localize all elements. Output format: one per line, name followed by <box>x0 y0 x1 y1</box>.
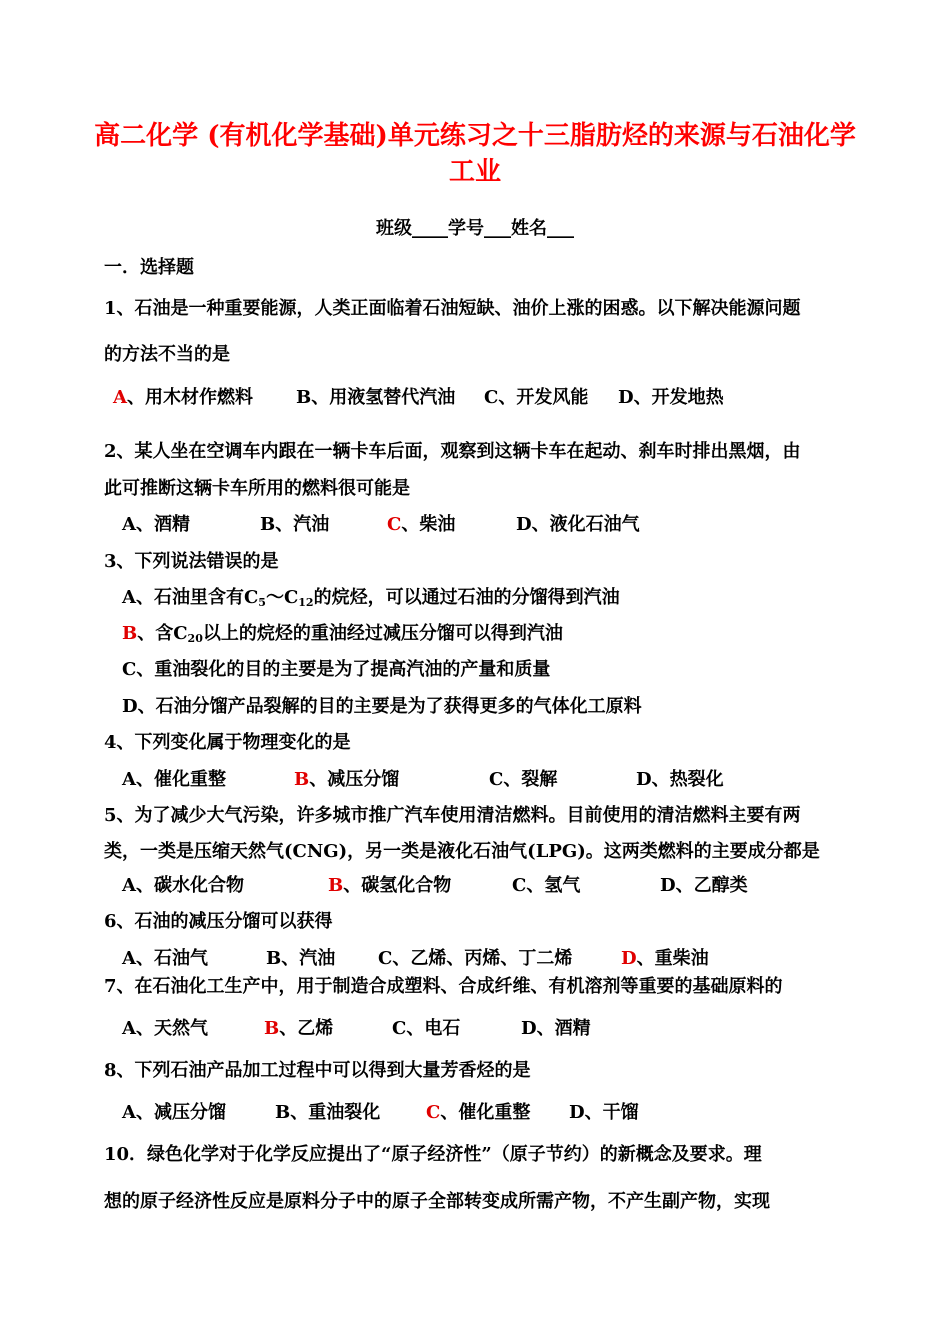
option-a <box>122 768 226 792</box>
option-text: 、酒精 <box>536 1018 591 1039</box>
option-a <box>122 586 620 615</box>
option-text: 、柴油 <box>401 514 456 535</box>
question-5-line2: 类，一类是压缩天然气(CNG)，另一类是液化石油气(LPG)。这两类燃料的主要成分都是 <box>104 841 820 862</box>
option-letter: A <box>122 1018 136 1039</box>
option-letter: B <box>266 948 282 969</box>
option-text: 、乙醇类 <box>675 875 748 896</box>
document-title-line2: 工业 <box>448 157 501 187</box>
option-letter: D <box>618 387 634 408</box>
option-c <box>489 768 557 792</box>
option-letter: C <box>489 769 504 790</box>
option-text: 、石油里含有C <box>135 587 259 608</box>
option-text: 、汽油 <box>275 514 330 535</box>
option-b <box>275 1101 380 1125</box>
answer-letter: A <box>113 387 127 408</box>
option-b <box>260 513 329 537</box>
option-d <box>621 947 709 971</box>
option-letter: D <box>636 769 652 790</box>
option-letter: A <box>122 514 136 535</box>
option-c <box>426 1101 530 1125</box>
option-text: 、热裂化 <box>651 769 724 790</box>
option-b <box>294 768 399 792</box>
question-2-line2: 此可推断这辆卡车所用的燃料很可能是 <box>104 478 410 499</box>
option-letter: A <box>122 769 136 790</box>
option-letter: C <box>484 387 499 408</box>
option-letter: A <box>122 948 136 969</box>
answer-letter: B <box>122 623 138 644</box>
option-text: 、重油裂化 <box>290 1102 381 1123</box>
option-text: 、用液氢替代汽油 <box>311 387 456 408</box>
answer-letter: C <box>387 514 402 535</box>
option-b <box>122 622 563 651</box>
question-5-line1: 5、为了减少大气污染，许多城市推广汽车使用清洁燃料。目前使用的清洁燃料主要有两 <box>104 805 801 826</box>
question-3-line1: 3、下列说法错误的是 <box>104 551 279 572</box>
option-d <box>521 1017 591 1041</box>
option-d <box>569 1101 639 1125</box>
question-10-line1: 10．绿色化学对于化学反应提出了“原子经济性”（原子节约）的新概念及要求。理 <box>104 1144 762 1165</box>
option-text: 、石油气 <box>135 948 208 969</box>
answer-letter: B <box>328 875 344 896</box>
question-1-line2: 的方法不当的是 <box>104 344 230 365</box>
option-d <box>618 386 724 410</box>
question-1-line1: 1、石油是一种重要能源，人类正面临着石油短缺、油价上涨的困惑。以下解决能源问题 <box>104 298 801 319</box>
option-letter: D <box>521 1018 537 1039</box>
option-a <box>122 874 244 898</box>
option-c <box>122 658 550 682</box>
option-d <box>516 513 640 537</box>
option-text: 、重油裂化的目的主要是为了提高汽油的产量和质量 <box>136 659 551 680</box>
option-letter: D <box>122 696 138 717</box>
option-text: 、电石 <box>406 1018 461 1039</box>
answer-letter: C <box>426 1102 441 1123</box>
option-text: 、石油分馏产品裂解的目的主要是为了获得更多的气体化工原料 <box>137 696 642 717</box>
option-text: 、碳水化合物 <box>135 875 244 896</box>
subscript: 20 <box>187 632 203 645</box>
option-letter: A <box>122 1102 136 1123</box>
option-letter: D <box>516 514 532 535</box>
option-text: 、天然气 <box>135 1018 208 1039</box>
option-text: 、干馏 <box>584 1102 639 1123</box>
option-c <box>378 947 572 971</box>
answer-letter: B <box>264 1018 280 1039</box>
option-text: 、含C <box>137 623 188 644</box>
answer-letter: B <box>294 769 310 790</box>
option-b <box>296 386 455 410</box>
option-letter: B <box>260 514 276 535</box>
option-b <box>328 874 451 898</box>
option-text: 、酒精 <box>135 514 190 535</box>
option-letter: C <box>392 1018 407 1039</box>
option-text: 、碳氢化合物 <box>343 875 452 896</box>
option-text: 、用木材作燃料 <box>126 387 253 408</box>
section-heading: 一．选择题 <box>104 257 194 278</box>
option-text: 、开发风能 <box>498 387 589 408</box>
option-text: 、裂解 <box>503 769 558 790</box>
option-letter: C <box>122 659 137 680</box>
option-text: 以上的烷烃的重油经过减压分馏可以得到汽油 <box>202 623 563 644</box>
question-8-line1: 8、下列石油产品加工过程中可以得到大量芳香烃的是 <box>104 1060 531 1081</box>
option-a <box>122 513 190 537</box>
option-letter: A <box>122 587 136 608</box>
option-a <box>113 386 253 410</box>
option-text: 、减压分馏 <box>309 769 400 790</box>
option-text: 、开发地热 <box>633 387 724 408</box>
option-letter: D <box>569 1102 585 1123</box>
document-title-line1: 高二化学 (有机化学基础)单元练习之十三脂肪烃的来源与石油化学 <box>94 121 856 151</box>
subscript: 5 <box>258 596 266 609</box>
option-letter: C <box>378 948 393 969</box>
answer-letter: D <box>621 948 637 969</box>
option-c <box>392 1017 460 1041</box>
option-letter: D <box>660 875 676 896</box>
question-10-line2: 想的原子经济性反应是原料分子中的原子全部转变成所需产物，不产生副产物，实现 <box>104 1191 770 1212</box>
question-4-line1: 4、下列变化属于物理变化的是 <box>104 732 351 753</box>
option-a <box>122 947 208 971</box>
option-letter: C <box>512 875 527 896</box>
option-c <box>484 386 588 410</box>
option-text: 、汽油 <box>281 948 336 969</box>
option-letter: A <box>122 875 136 896</box>
option-c <box>387 513 455 537</box>
question-2-line1: 2、某人坐在空调车内跟在一辆卡车后面，观察到这辆卡车在起动、刹车时排出黑烟，由 <box>104 441 801 462</box>
option-text: 的烷烃，可以通过石油的分馏得到汽油 <box>313 587 620 608</box>
option-text: 、氢气 <box>526 875 581 896</box>
option-d <box>660 874 748 898</box>
option-b <box>264 1017 333 1041</box>
option-text: 、乙烯、丙烯、丁二烯 <box>392 948 573 969</box>
option-a <box>122 1017 208 1041</box>
option-a <box>122 1101 226 1125</box>
option-text: 、催化重整 <box>135 769 226 790</box>
option-d <box>122 695 642 719</box>
class-info-line: 班级____学号___姓名___ <box>376 218 574 239</box>
option-text: 、减压分馏 <box>135 1102 226 1123</box>
option-text: 、乙烯 <box>279 1018 334 1039</box>
option-text: ～C <box>265 587 299 608</box>
option-c <box>512 874 580 898</box>
subscript: 12 <box>298 596 314 609</box>
option-letter: B <box>275 1102 291 1123</box>
question-7-line1: 7、在石油化工生产中，用于制造合成塑料、合成纤维、有机溶剂等重要的基础原料的 <box>104 976 783 997</box>
option-d <box>636 768 724 792</box>
option-text: 、液化石油气 <box>531 514 640 535</box>
option-b <box>266 947 335 971</box>
option-letter: B <box>296 387 312 408</box>
question-6-line1: 6、石油的减压分馏可以获得 <box>104 911 333 932</box>
option-text: 、催化重整 <box>440 1102 531 1123</box>
option-text: 、重柴油 <box>636 948 709 969</box>
